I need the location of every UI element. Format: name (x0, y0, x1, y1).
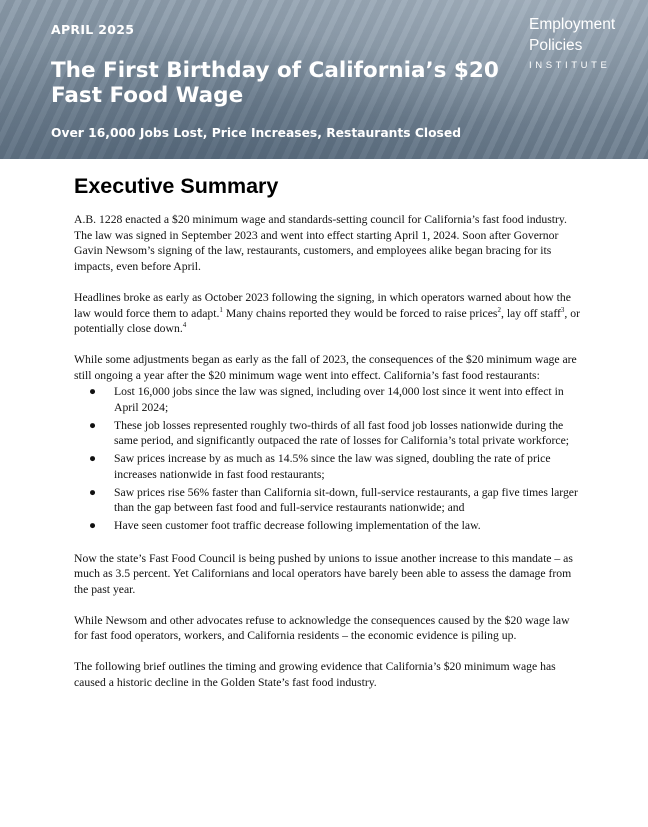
list-item-text: Lost 16,000 jobs since the law was signed, including over 14,000 lost since it went into effect in April 2024; (114, 385, 564, 415)
paragraph-headlines (74, 290, 584, 337)
report-date: APRIL 2025 (51, 22, 135, 37)
list-item (74, 384, 584, 415)
bullet-icon: ● (89, 518, 97, 532)
header-banner (0, 0, 648, 159)
footnote-3: 3 (560, 305, 565, 314)
footnote-2: 2 (497, 305, 501, 314)
paragraph-intro: A.B. 1228 enacted a $20 minimum wage and standards-setting council for California’s fast food industry. The law was signed in September 2023 and went into effect starting April 1, 2024. Soon after Governor Gavin Newsom’s signing of the law, restaurants, customers, and employees alike began bracing for its impacts, even before April. (74, 213, 567, 274)
bullet-icon: ● (89, 485, 97, 499)
text-fragment: Headlines broke as early as October 2023 following the signing, in which operators warned about how the law would force them to adapt. (74, 290, 571, 320)
logo-line-employment: Employment (529, 16, 616, 33)
logo-line-institute: INSTITUTE (529, 60, 611, 71)
list-item-text: Saw prices rise 56% faster than California sit-down, full-service restaurants, a gap five times larger than the gap between fast food and full-service restaurants nationwide; and (114, 485, 578, 515)
paragraph-consequences: While some adjustments began as early as the fall of 2023, the consequences of the $20 minimum wage are still ongoing a year after the $20 minimum wage went into effect. California’s fast food restaurants: (74, 352, 577, 382)
list-item-text: These job losses represented roughly two-thirds of all fast food job losses nationwide during the same period, and significantly outpaced the rate of losses for California’s total private workforce; (114, 418, 570, 448)
paragraph-fast-food-council: Now the state’s Fast Food Council is being pushed by unions to issue another increase to this mandate – as much as 3.5 percent. Yet Californians and local operators have barely been able to assess the damage from the past year. (74, 551, 573, 597)
bullet-icon: ● (89, 418, 97, 432)
bullet-list (74, 384, 584, 533)
paragraph-evidence: While Newsom and other advocates refuse to acknowledge the consequences caused by the $20 wage law for fast food operators, workers, and California residents – the economic evidence is piling up. (74, 613, 570, 643)
report-subtitle: Over 16,000 Jobs Lost, Price Increases, Restaurants Closed (51, 126, 462, 140)
section-heading: Executive Summary (74, 174, 279, 198)
epi-logo (529, 14, 615, 71)
list-item (74, 485, 584, 516)
footnote-1: 1 (219, 305, 223, 314)
logo-line-policies: Policies (529, 37, 583, 54)
text-fragment: , or potentially close down. (74, 306, 581, 336)
list-item-text: Saw prices increase by as much as 14.5% since the law was signed, doubling the rate of price increases nationwide in fast food restaurants; (114, 452, 551, 481)
body-content (74, 212, 584, 706)
list-item (74, 518, 584, 534)
text-fragment: , lay off staff (500, 306, 561, 320)
footnote-4: 4 (182, 321, 187, 330)
paragraph-brief-outline: The following brief outlines the timing and growing evidence that California’s $20 minimum wage has caused a historic decline in the Golden State’s fast food industry. (74, 660, 556, 689)
bullet-icon: ● (89, 452, 97, 466)
list-item (74, 418, 584, 449)
list-item (74, 451, 584, 482)
text-fragment: Many chains reported they would be forced to raise prices (222, 306, 498, 320)
bullet-icon: ● (89, 385, 97, 399)
list-item-text: Have seen customer foot traffic decrease following implementation of the law. (114, 518, 481, 532)
report-title: The First Birthday of California’s $20 Fast Food Wage (51, 58, 499, 108)
